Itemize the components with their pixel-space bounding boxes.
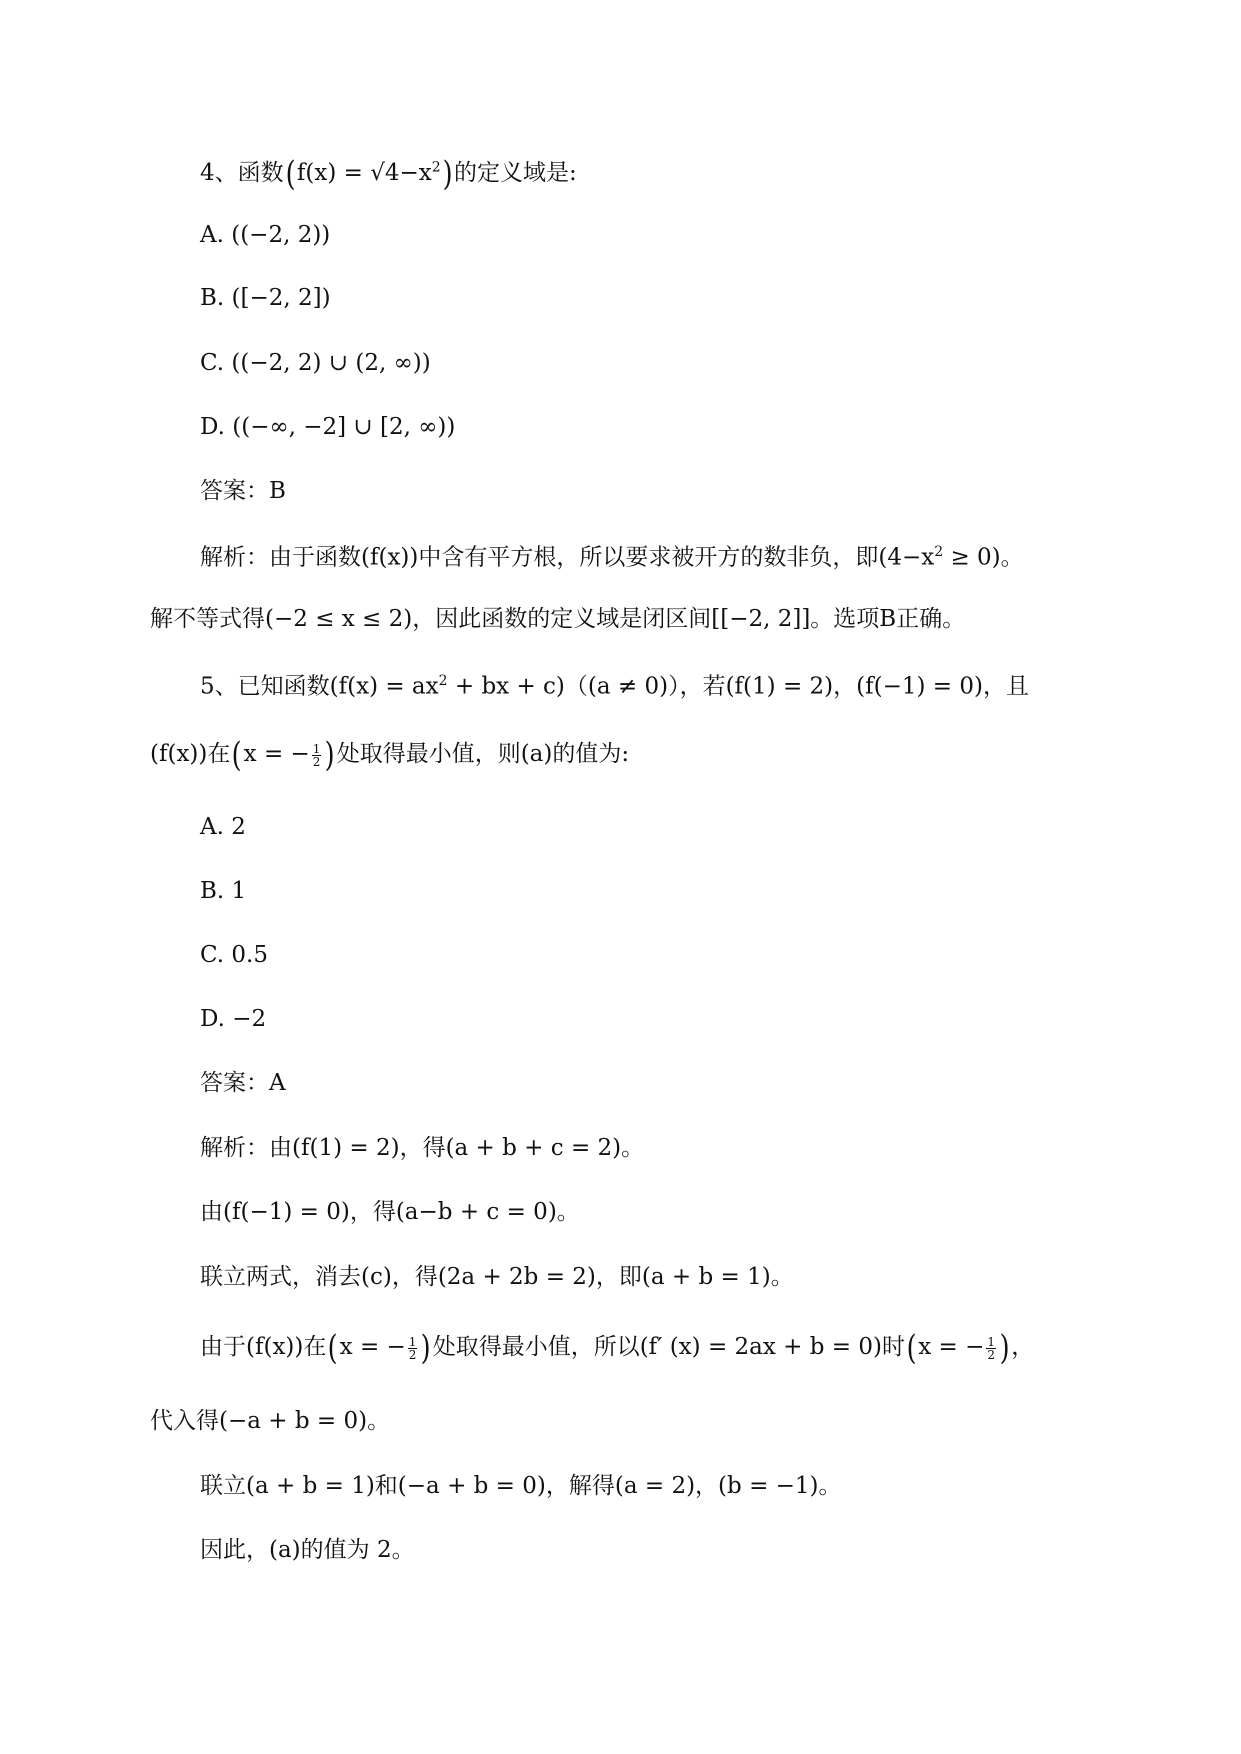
q4-analysis-line-2: 解不等式得(−2 ≤ x ≤ 2)，因此函数的定义域是闭区间[[−2, 2]]。选项B正确。 [150, 606, 966, 632]
fraction-denominator: 2 [312, 754, 321, 769]
fraction-numerator: 1 [408, 1334, 417, 1349]
fraction-numerator: 1 [987, 1334, 996, 1349]
q4-stem-suffix: 的定义域是: [453, 160, 577, 186]
q5-answer: 答案：A [200, 1070, 286, 1096]
q4-analysis-exponent: 2 [934, 544, 944, 560]
q5-analysis-7: 因此，(a)的值为 2。 [200, 1537, 415, 1563]
q5-analysis-3: 联立两式，消去(c)，得(2a + 2b = 2)，即(a + b = 1)。 [200, 1264, 794, 1290]
q5-a4-text-2: 处取得最小值，所以(f′ (x) = 2ax + b = 0)时 [432, 1334, 905, 1360]
q5-stem-2a: (f(x))在 [150, 741, 231, 767]
q4-stem [200, 154, 577, 194]
q4-analysis-text-end: ≥ 0)。 [943, 544, 1024, 571]
q5-stem-line-2 [150, 735, 630, 775]
q5-stem-text: 5、已知函数(f(x) = ax [200, 673, 439, 700]
paren-left: ( [906, 1328, 917, 1368]
fraction-denominator: 2 [987, 1347, 996, 1362]
q4-formula: f(x) = √4−x [296, 160, 432, 186]
q5-analysis-6: 联立(a + b = 1)和(−a + b = 0)，解得(a = 2)，(b = −1)。 [200, 1473, 842, 1499]
q5-stem-exponent: 2 [438, 673, 448, 689]
q4-stem-prefix: 4、函数 [200, 160, 284, 186]
paren-right: ) [442, 154, 453, 194]
paren-right: ) [325, 735, 336, 775]
fraction [408, 1336, 418, 1361]
q5-option-d: D. −2 [200, 1006, 267, 1032]
fraction-denominator: 2 [408, 1347, 417, 1362]
q4-analysis-line-1 [200, 545, 1024, 570]
q4-option-b: B. ([−2, 2]) [200, 285, 331, 311]
q4-option-c: C. ((−2, 2) ∪ (2, ∞)) [200, 350, 431, 376]
q5-option-a: A. 2 [200, 814, 246, 840]
q5-a4-math: x = − [339, 1334, 406, 1360]
paren-left: ( [285, 154, 296, 194]
q5-a4-comma: ， [1011, 1334, 1035, 1360]
q4-option-d: D. ((−∞, −2] ∪ [2, ∞)) [200, 414, 456, 440]
q5-analysis-4 [200, 1328, 1035, 1368]
q5-a4-math-2: x = − [918, 1334, 985, 1360]
q5-option-c: C. 0.5 [200, 942, 268, 968]
q4-formula-exponent: 2 [431, 159, 441, 176]
fraction [312, 743, 322, 768]
fraction [986, 1336, 996, 1361]
q5-stem-text-end: + bx + c)（(a ≠ 0)），若(f(1) = 2)，(f(−1) = 0)，且 [447, 673, 1029, 700]
q5-stem-2b: x = − [243, 741, 310, 767]
q5-stem-2c: 处取得最小值，则(a)的值为: [336, 741, 630, 767]
q5-analysis-2: 由(f(−1) = 0)，得(a−b + c = 0)。 [200, 1199, 580, 1225]
q5-option-b: B. 1 [200, 878, 247, 904]
q4-answer: 答案：B [200, 478, 286, 504]
paren-right: ) [421, 1328, 432, 1368]
q4-option-a: A. ((−2, 2)) [200, 222, 331, 248]
paren-left: ( [328, 1328, 338, 1368]
q5-analysis-5: 代入得(−a + b = 0)。 [150, 1408, 391, 1434]
q5-a4-text: 由于(f(x))在 [200, 1334, 327, 1360]
q5-analysis-1: 解析：由(f(1) = 2)，得(a + b + c = 2)。 [200, 1135, 645, 1161]
fraction-numerator: 1 [312, 741, 321, 756]
paren-right: ) [999, 1328, 1010, 1368]
q4-analysis-text: 解析：由于函数(f(x))中含有平方根，所以要求被开方的数非负，即(4−x [200, 544, 935, 571]
paren-left: ( [232, 735, 242, 775]
q5-stem-line-1 [200, 674, 1029, 699]
